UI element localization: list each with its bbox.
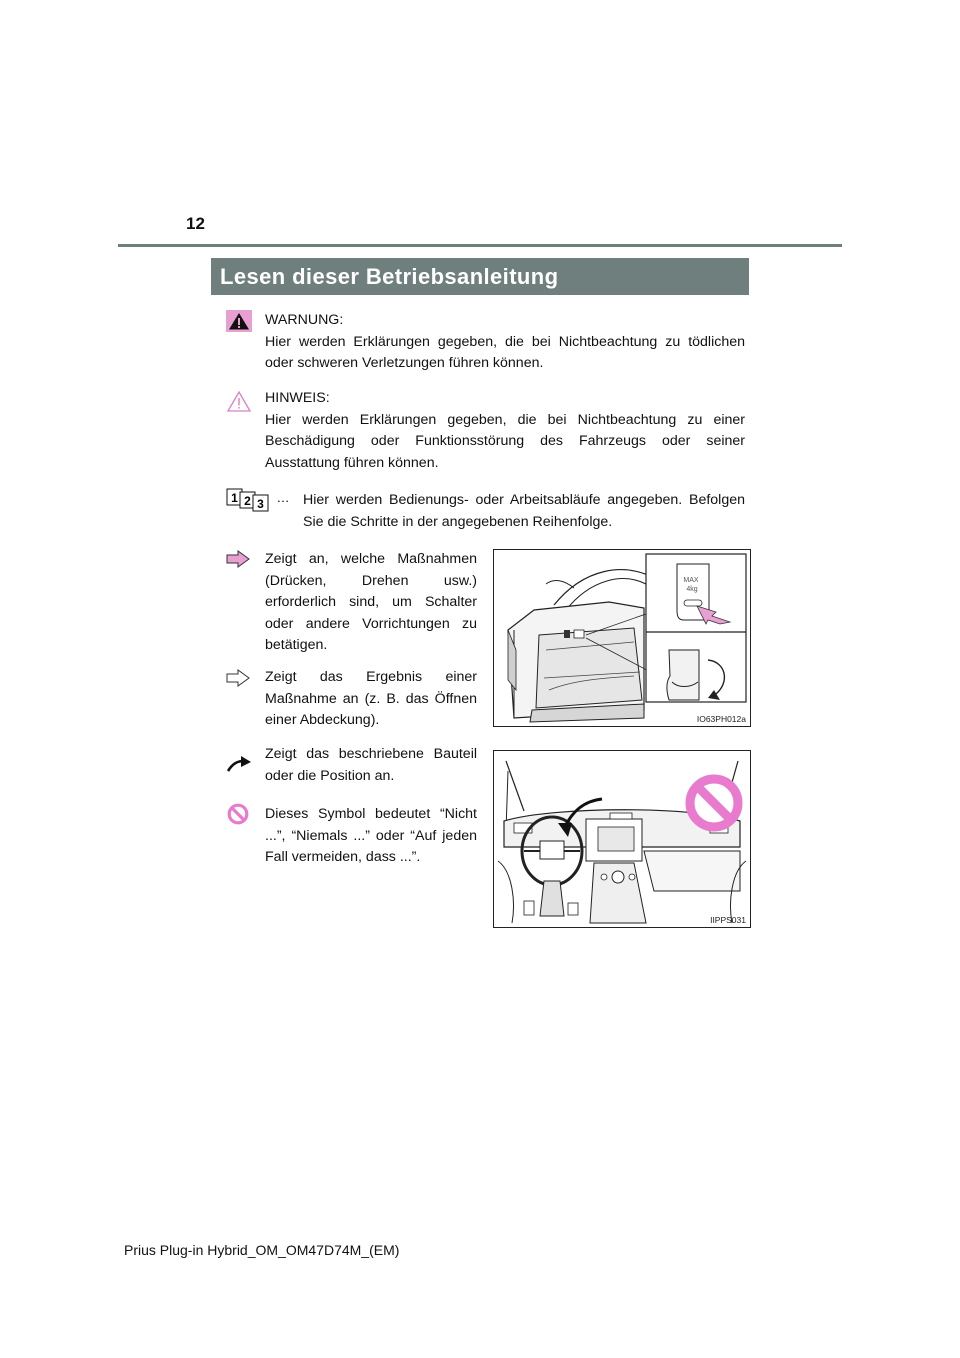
step-digit-3: 3 xyxy=(257,497,264,511)
steps-text: Hier werden Bedienungs- oder Arbeitsabläufe angegeben. Befolgen Sie die Schritte in der angegebenen Reihenfolge. xyxy=(303,492,745,530)
warning-label: WARNUNG: xyxy=(265,312,344,328)
component-arrow-text: Zeigt das beschriebene Bauteil oder die Position an. xyxy=(265,746,477,784)
trunk-figure-code: IO63PH012a xyxy=(696,714,746,724)
hook-weight-label: 4kg xyxy=(686,586,698,593)
hook-max-label: MAX xyxy=(683,577,699,584)
header-rule xyxy=(118,244,842,247)
action-arrow-icon xyxy=(226,550,250,568)
result-arrow-icon xyxy=(226,669,250,687)
dashboard-figure-code: IIPPS031 xyxy=(710,915,746,925)
step-ellipsis: … xyxy=(276,490,290,505)
dashboard-illustration xyxy=(493,750,751,928)
notice-text: Hier werden Erklärungen gegeben, die bei Nichtbeachtung zu einer Beschädigung oder Funktionsstörung des Fahrzeugs oder seiner Ausstattung führen können. xyxy=(265,411,745,471)
warning-block xyxy=(265,310,745,375)
prohibition-icon xyxy=(227,803,249,825)
step-digit-1: 1 xyxy=(231,491,238,505)
notice-block xyxy=(265,388,745,474)
warning-icon xyxy=(226,310,252,332)
result-arrow-text: Zeigt das Ergebnis einer Maßnahme an (z. B. das Öffnen einer Abdeckung). xyxy=(265,669,477,728)
warning-text: Hier werden Erklärungen gegeben, die bei Nichtbeachtung zu tödlichen oder schweren Verletzungen führen können. xyxy=(265,333,745,371)
page-number: 12 xyxy=(186,214,205,233)
footer-document-id: Prius Plug-in Hybrid_OM_OM47D74M_(EM) xyxy=(124,1242,400,1258)
step-digit-2: 2 xyxy=(244,494,251,508)
notice-icon xyxy=(226,390,252,414)
section-title: Lesen dieser Betriebsanleitung xyxy=(211,258,749,295)
component-arrow-icon xyxy=(226,754,252,774)
trunk-illustration xyxy=(493,549,751,727)
action-arrow-text: Zeigt an, welche Maßnahmen (Drücken, Drehen usw.) erforderlich sind, um Schalter oder andere Vorrichtungen zu betätigen. xyxy=(265,551,477,653)
prohibition-text: Dieses Symbol bedeutet “Nicht ...”, “Niemals ...” oder “Auf jeden Fall vermeiden, dass ...”. xyxy=(265,806,477,865)
notice-label: HINWEIS: xyxy=(265,390,330,406)
step-numbers-icon xyxy=(226,488,296,512)
